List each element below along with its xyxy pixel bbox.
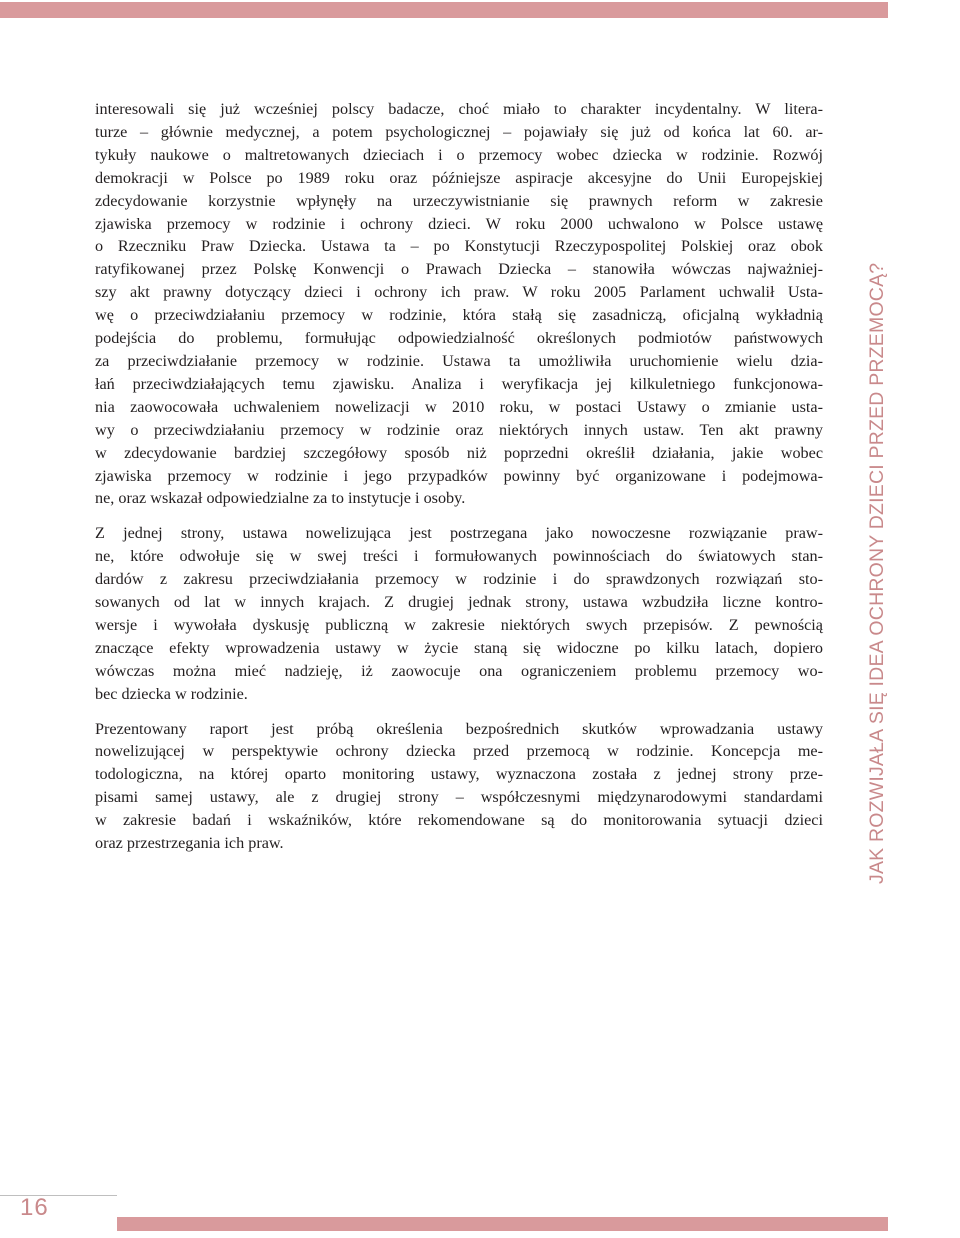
text-line: demokracji w Polsce po 1989 roku oraz późniejsze aspiracje akcesyjne do Unii Europejskiej bbox=[95, 168, 823, 187]
text-line: nowelizującej w perspektywie ochrony dziecka przed przemocą w rodzinie. Koncepcja me- bbox=[95, 742, 823, 761]
bottom-accent-bar bbox=[117, 1217, 888, 1231]
text-line: wersje i wywołała dyskusję publiczną w zakresie niektórych swych przepisów. Z pewnością bbox=[95, 615, 823, 634]
text-line: ne, które odwołuje się w swej treści i formułowanych powinnościach do światowych stan- bbox=[95, 547, 823, 566]
paragraph-3 bbox=[95, 718, 823, 855]
text-line: zjawiska przemocy w rodzinie i jego przypadków powinny być organizowane i podejmowa- bbox=[95, 466, 823, 485]
text-line: pisami samej ustawy, ale z drugiej strony – współczesnymi międzynarodowymi standardami bbox=[95, 788, 823, 807]
text-line: wę o przeciwdziałaniu przemocy w rodzinie, która stałą się zasadniczą, oficjalną wykładnią bbox=[95, 306, 823, 325]
text-line: interesowali się już wcześniej polscy badacze, choć miało to charakter incydentalny. W litera- bbox=[95, 100, 823, 118]
paragraph-2 bbox=[95, 522, 823, 705]
text-line: zjawiska przemocy w rodzinie i ochrony dzieci. W roku 2000 uchwalono w Polsce ustawę bbox=[95, 214, 823, 233]
text-line: w zakresie badań i wskaźników, które rekomendowane są do monitorowania sytuacji dzieci bbox=[95, 811, 823, 830]
page-number-box bbox=[0, 1195, 117, 1238]
text-line: łań przeciwdziałających temu zjawisku. Analiza i weryfikacja jej kilkuletniego funkcjonowa- bbox=[95, 374, 823, 393]
text-line: szy akt prawny dotyczący dzieci i ochrony ich praw. W roku 2005 Parlament uchwalił Usta- bbox=[95, 283, 823, 302]
text-line: tykuły naukowe o maltretowanych dzieciach i o przemocy wobec dziecka w rodzinie. Rozwój bbox=[95, 145, 823, 164]
text-line: za przeciwdziałanie przemocy w rodzinie. Ustawa ta umożliwiła uruchomienie wielu dzia- bbox=[95, 351, 823, 370]
text-line: w zdecydowanie bardziej szczegółowy sposób niż poprzedni określił działania, jakie wobec bbox=[95, 443, 823, 462]
text-line: oraz przestrzegania ich praw. bbox=[95, 834, 284, 853]
text-line: zdecydowanie korzystnie wpłynęły na urzeczywistnianie się prawnych reform w zakresie bbox=[95, 191, 823, 210]
text-line: dardów z zakresu przeciwdziałania przemocy w rodzinie i do sprawdzonych rozwiązań sto- bbox=[95, 570, 823, 589]
text-line: todologiczna, na której oparto monitoring ustawy, wyznaczona została z jednej strony prze- bbox=[95, 765, 823, 784]
text-line: Z jednej strony, ustawa nowelizująca jest postrzegana jako nowoczesne rozwiązanie praw- bbox=[95, 524, 823, 543]
text-line: sowanych od lat w innych krajach. Z drugiej jednak strony, ustawa wzbudziła liczne kontro- bbox=[95, 593, 823, 612]
text-line: turze – głównie medycznej, a potem psychologicznej – pojawiały się już od końca lat 60. ar- bbox=[95, 122, 823, 141]
text-line: nia zaowocowała uchwaleniem nowelizacji w 2010 roku, w postaci Ustawy o zmianie usta- bbox=[95, 397, 823, 416]
text-line: o Rzeczniku Praw Dziecka. Ustawa ta – po Konstytucji Rzeczypospolitej Polskiej oraz obok bbox=[95, 237, 823, 256]
paragraph-1 bbox=[95, 98, 823, 510]
text-line: bec dziecka w rodzinie. bbox=[95, 684, 248, 703]
text-line: wy o przeciwdziałaniu przemocy w rodzinie oraz niektórych innych ustaw. Ten akt prawny bbox=[95, 420, 823, 439]
text-line: ratyfikowanej przez Polskę Konwencji o Prawach Dziecka – stanowiła wówczas najważniej- bbox=[95, 260, 823, 279]
body-text bbox=[95, 98, 823, 867]
text-line: wówczas można mieć nadzieję, iż zaowocuje ona ograniczeniem problemu przemocy wo- bbox=[95, 661, 823, 680]
text-line: ne, oraz wskazał odpowiedzialne za to instytucje i osoby. bbox=[95, 489, 466, 508]
text-line: podejścia do problemu, formułując odpowiedzialność określonych podmiotów państwowych bbox=[95, 329, 823, 348]
top-accent-bar bbox=[0, 2, 888, 18]
page-number: 16 bbox=[20, 1194, 49, 1221]
running-title: JAK ROZWIJAŁA SIĘ IDEA OCHRONY DZIECI PRZED PRZEMOCĄ? bbox=[866, 262, 888, 884]
text-line: Prezentowany raport jest próbą określenia bezpośrednich skutków wprowadzania ustawy bbox=[95, 719, 823, 738]
text-line: znaczące efekty wprowadzenia ustawy w życie staną się widoczne po kilku latach, dopiero bbox=[95, 638, 823, 657]
